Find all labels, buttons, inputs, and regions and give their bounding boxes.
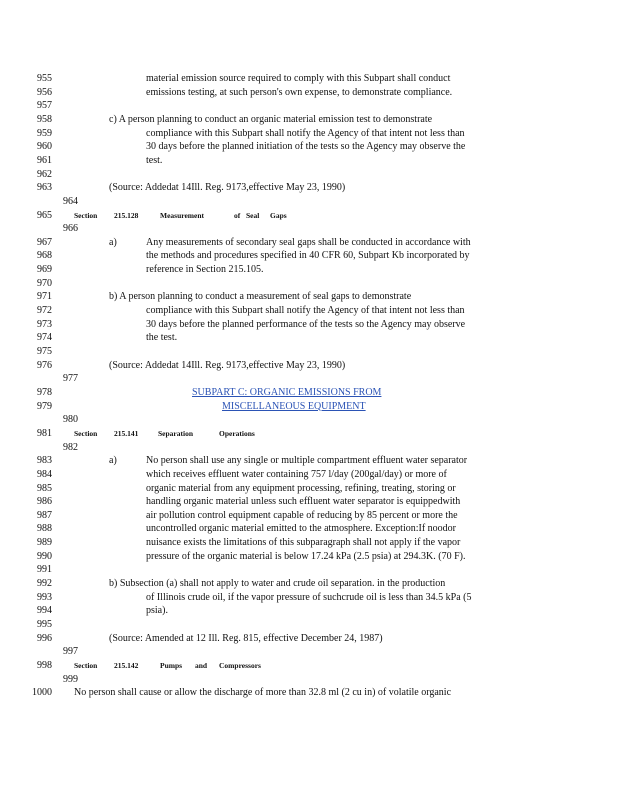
line-number: 961 — [37, 154, 52, 166]
document-line — [0, 182, 618, 194]
line-text: the test. — [146, 332, 178, 344]
document-line — [0, 237, 618, 249]
line-text: b) Subsection (a) shall not apply to water and crude oil separation. in the production — [109, 578, 446, 590]
document-line — [0, 210, 618, 222]
line-number: 1000 — [32, 687, 52, 699]
line-number: 996 — [37, 632, 52, 644]
line-number: 978 — [37, 386, 52, 398]
subpart-heading-link[interactable]: SUBPART C: ORGANIC EMISSIONS FROM — [192, 386, 382, 398]
line-number: 990 — [37, 550, 52, 562]
line-number: 967 — [37, 236, 52, 248]
document-line — [0, 592, 618, 604]
document-line — [0, 633, 618, 645]
document-line — [0, 291, 618, 303]
section-heading-text: Section — [74, 210, 98, 220]
line-number: 975 — [37, 346, 52, 357]
document-line — [0, 360, 618, 372]
line-text: organic material from any equipment processing, refining, treating, storing or — [146, 482, 456, 494]
line-number: 966 — [63, 223, 78, 235]
line-number: 964 — [63, 195, 78, 207]
document-line — [0, 223, 618, 235]
document-line — [0, 496, 618, 508]
line-number: 999 — [63, 673, 78, 685]
subpart-heading-link[interactable]: MISCELLANEOUS EQUIPMENT — [222, 400, 366, 412]
line-number: 981 — [37, 427, 52, 439]
document-line — [0, 114, 618, 126]
line-text: uncontrolled organic material emitted to the atmosphere. Exception:If noodor — [146, 523, 456, 535]
line-text: a) — [109, 455, 117, 467]
line-number: 992 — [37, 578, 52, 590]
line-number: 979 — [37, 400, 52, 412]
document-line — [0, 510, 618, 522]
section-heading-text: Measurement — [160, 210, 205, 220]
line-text: (Source: Amended at 12 Ill. Reg. 815, effective December 24, 1987) — [109, 632, 383, 644]
document-line — [0, 619, 618, 631]
section-heading-text: Operations — [219, 428, 255, 438]
line-number: 994 — [37, 605, 52, 617]
document-line — [0, 128, 618, 140]
section-heading-text: 215.128 — [114, 210, 139, 220]
line-number: 980 — [63, 414, 78, 426]
document-line — [0, 428, 618, 440]
line-number: 989 — [37, 537, 52, 549]
line-number: 997 — [63, 646, 78, 658]
line-number: 995 — [37, 619, 52, 630]
section-heading-text: of — [234, 210, 241, 220]
line-text: compliance with this Subpart shall notify the Agency of that intent not less than — [146, 305, 465, 317]
document-line — [0, 455, 618, 467]
document-line — [0, 687, 618, 699]
line-text: (Source: Addedat 14Ill. Reg. 9173,effective May 23, 1990) — [109, 359, 346, 371]
document-line — [0, 483, 618, 495]
line-number: 955 — [37, 73, 52, 84]
line-number: 977 — [63, 373, 78, 385]
line-number: 970 — [37, 277, 52, 289]
line-text: handling organic material unless such effluent water separator is equippedwith — [146, 496, 461, 508]
document-line — [0, 442, 618, 454]
line-text: a) — [109, 236, 117, 248]
line-number: 965 — [37, 209, 52, 221]
document-line — [0, 660, 618, 672]
line-text: No person shall cause or allow the discharge of more than 32.8 ml (2 cu in) of volatile organic — [74, 687, 452, 699]
line-text: 30 days before the planned initiation of the tests so the Agency may observe the — [146, 141, 466, 153]
line-text: psia). — [146, 605, 168, 617]
section-heading-text: Gaps — [270, 210, 287, 220]
line-number: 993 — [37, 591, 52, 603]
document-line — [0, 332, 618, 344]
section-heading-text: and — [195, 660, 208, 670]
document-line — [0, 250, 618, 262]
document-line — [0, 551, 618, 563]
document-line — [0, 196, 618, 208]
line-number: 982 — [63, 441, 78, 453]
line-text: b) A person planning to conduct a measurement of seal gaps to demonstrate — [109, 291, 412, 303]
document-line — [0, 674, 618, 686]
line-number: 983 — [37, 455, 52, 467]
line-text: No person shall use any single or multiple compartment effluent water separator — [146, 455, 468, 467]
document-line — [0, 169, 618, 181]
document-line — [0, 373, 618, 385]
line-text: reference in Section 215.105. — [146, 264, 264, 276]
document-line — [0, 73, 618, 85]
document-line — [0, 523, 618, 535]
document-line — [0, 387, 618, 399]
document-line — [0, 346, 618, 358]
section-heading-text: Separation — [158, 428, 194, 438]
line-text: nuisance exists the limitations of this subparagraph shall not apply if the vapor — [146, 537, 461, 549]
line-number: 973 — [37, 318, 52, 330]
line-number: 998 — [37, 659, 52, 671]
section-heading-text: Pumps — [160, 660, 183, 670]
line-number: 957 — [37, 100, 52, 112]
document-line — [0, 155, 618, 167]
document-line — [0, 264, 618, 276]
line-text: which receives effluent water containing 757 l/day (200gal/day) or more of — [146, 468, 447, 480]
line-number: 991 — [37, 564, 52, 576]
line-text: compliance with this Subpart shall notify the Agency of that intent not less than — [146, 127, 465, 139]
document-line — [0, 141, 618, 153]
line-text: (Source: Addedat 14Ill. Reg. 9173,effective May 23, 1990) — [109, 182, 346, 194]
line-number: 987 — [37, 509, 52, 521]
line-number: 969 — [37, 264, 52, 276]
line-text: Any measurements of secondary seal gaps shall be conducted in accordance with — [146, 236, 471, 248]
line-text: air pollution control equipment capable of reducing by 85 percent or more the — [146, 509, 458, 521]
line-number: 959 — [37, 127, 52, 139]
line-text: emissions testing, at such person's own expense, to demonstrate compliance. — [146, 86, 453, 98]
line-number: 976 — [37, 359, 52, 371]
line-text: pressure of the organic material is below 17.24 kPa (2.5 psia) at 294.3K. (70 F). — [146, 550, 466, 562]
line-number: 984 — [37, 468, 52, 480]
section-heading-text: Seal — [246, 210, 260, 220]
line-text: material emission source required to comply with this Subpart shall conduct — [146, 73, 451, 84]
document-line — [0, 469, 618, 481]
line-text: of Illinois crude oil, if the vapor pressure of suchcrude oil is less than 34.5 kPa (5 — [146, 591, 472, 603]
line-number: 968 — [37, 250, 52, 262]
line-number: 962 — [37, 168, 52, 180]
line-number: 985 — [37, 482, 52, 494]
line-number: 974 — [37, 332, 52, 344]
section-heading-text: 215.141 — [114, 428, 139, 438]
document-line — [0, 305, 618, 317]
line-number: 986 — [37, 496, 52, 508]
section-heading-text: Section — [74, 660, 98, 670]
document-line — [0, 87, 618, 99]
line-number: 960 — [37, 141, 52, 153]
section-heading-text: Compressors — [219, 660, 261, 670]
line-number: 972 — [37, 305, 52, 317]
document-line — [0, 646, 618, 658]
document-line — [0, 100, 618, 112]
section-heading-text: Section — [74, 428, 98, 438]
section-heading-text: 215.142 — [114, 660, 139, 670]
document-line — [0, 564, 618, 576]
line-number: 956 — [37, 86, 52, 98]
line-number: 971 — [37, 291, 52, 303]
line-text: 30 days before the planned performance of the tests so the Agency may observe — [146, 318, 466, 330]
document-line — [0, 319, 618, 331]
document-line — [0, 605, 618, 617]
document-line — [0, 578, 618, 590]
line-number: 963 — [37, 182, 52, 194]
line-text: test. — [146, 154, 163, 166]
line-text: c) A person planning to conduct an organic material emission test to demonstrate — [109, 113, 433, 125]
document-line — [0, 401, 618, 413]
line-text: the methods and procedures specified in 40 CFR 60, Subpart Kb incorporated by — [146, 250, 470, 262]
line-number: 988 — [37, 523, 52, 535]
line-number: 958 — [37, 113, 52, 125]
document-line — [0, 537, 618, 549]
document-line — [0, 278, 618, 290]
document-line — [0, 414, 618, 426]
